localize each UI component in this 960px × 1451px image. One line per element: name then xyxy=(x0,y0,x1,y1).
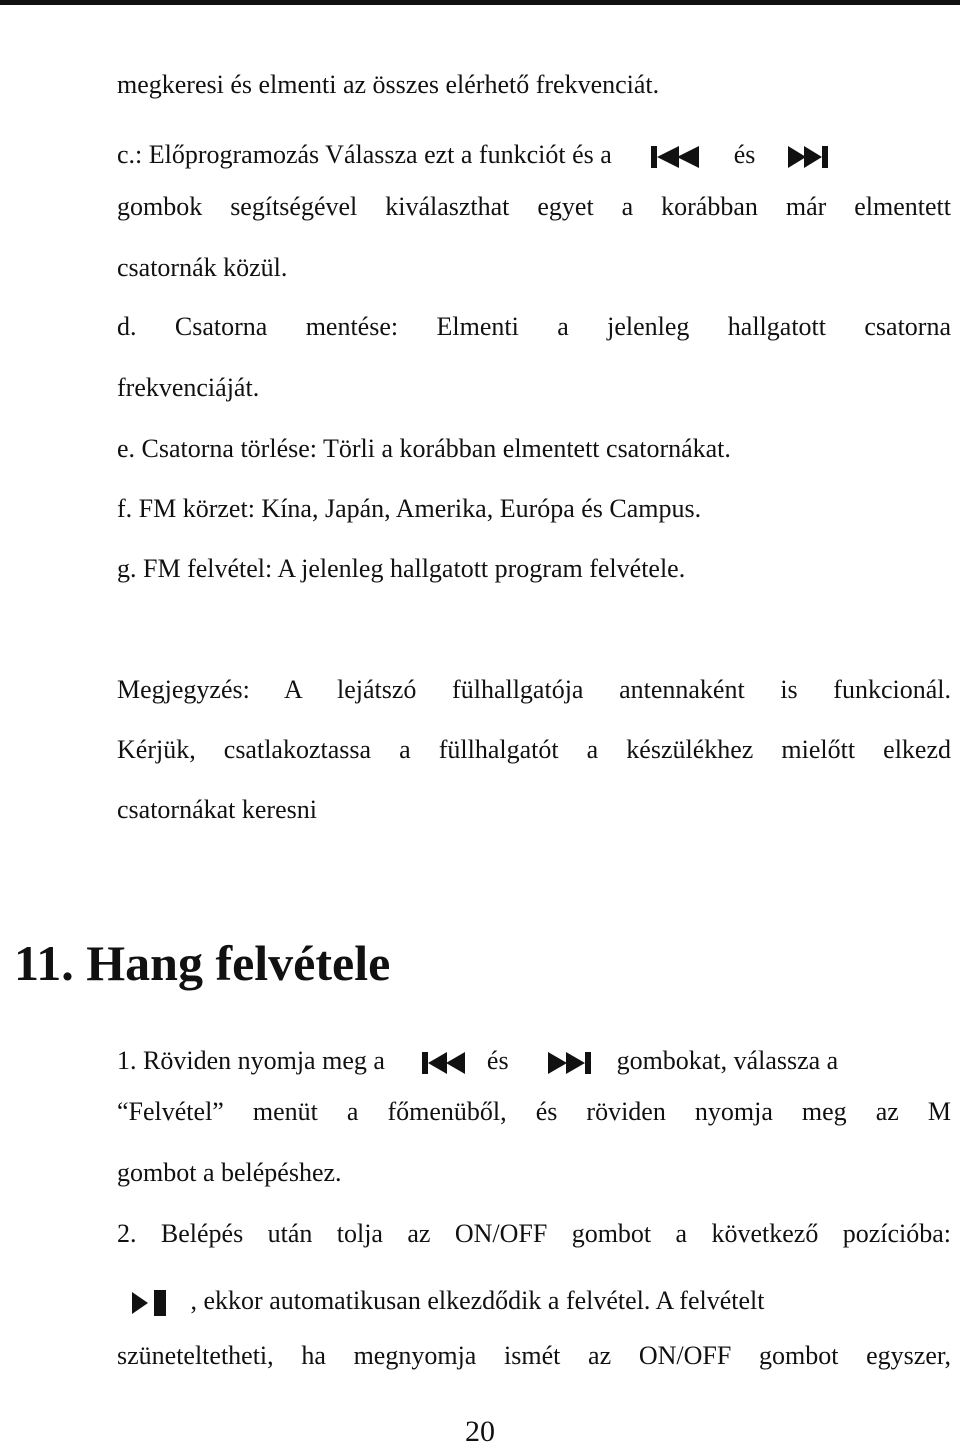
paragraph-line: f. FM körzet: Kína, Japán, Amerika, Európa és Campus. xyxy=(117,494,702,523)
play-pause-icon xyxy=(132,1288,168,1318)
paragraph-line: e. Csatorna törlése: Törli a korábban elmentett csatornákat. xyxy=(117,434,731,463)
paragraph-line: d. Csatorna mentése: Elmenti a jelenleg hallgatott csatorna xyxy=(117,312,951,341)
note-line: csatornákat keresni xyxy=(117,795,317,824)
note-line: Kérjük, csatlakoztassa a füllhalgatót a készülékhez mielőtt elkezd xyxy=(117,735,951,764)
text-segment: , ekkor automatikusan elkezdődik a felvétel. A felvételt xyxy=(190,1286,765,1315)
page-number: 20 xyxy=(465,1415,495,1448)
paragraph-line: gombok segítségével kiválaszthat egyet a korábban már elmentett xyxy=(117,192,951,221)
note-line: Megjegyzés: A lejátszó fülhallgatója antennaként is funkcionál. xyxy=(117,675,951,704)
step-line-with-icon xyxy=(117,1285,951,1318)
paragraph-line: csatornák közül. xyxy=(117,253,288,282)
top-rule xyxy=(0,0,960,5)
paragraph-line: frekvenciáját. xyxy=(117,373,260,402)
next-track-icon xyxy=(548,1049,596,1077)
step-line: gombot a belépéshez. xyxy=(117,1158,342,1187)
next-track-icon xyxy=(788,143,832,171)
step-line: “Felvétel” menüt a főmenüből, és röviden nyomja meg az M xyxy=(117,1097,951,1126)
text-segment: és xyxy=(486,1046,509,1075)
step-line-with-icons xyxy=(117,1045,951,1077)
text-segment: és xyxy=(733,140,756,169)
previous-track-icon xyxy=(420,1049,468,1077)
step-line: szüneteltetheti, ha megnyomja ismét az ON/OFF gombot egyszer, xyxy=(117,1341,951,1370)
step-line: 2. Belépés után tolja az ON/OFF gombot a következő pozícióba: xyxy=(117,1219,951,1248)
paragraph-line: g. FM felvétel: A jelenleg hallgatott program felvétele. xyxy=(117,554,686,583)
previous-track-icon xyxy=(649,143,701,171)
text-segment: gombokat, válassza a xyxy=(616,1046,839,1075)
text-segment: 1. Röviden nyomja meg a xyxy=(117,1046,385,1075)
text-segment: c.: Előprogramozás Válassza ezt a funkciót és a xyxy=(117,140,612,169)
paragraph-line-with-icons xyxy=(117,139,951,171)
paragraph-line: megkeresi és elmenti az összes elérhető frekvenciát. xyxy=(117,70,660,99)
section-heading: 11. Hang felvétele xyxy=(14,935,391,991)
